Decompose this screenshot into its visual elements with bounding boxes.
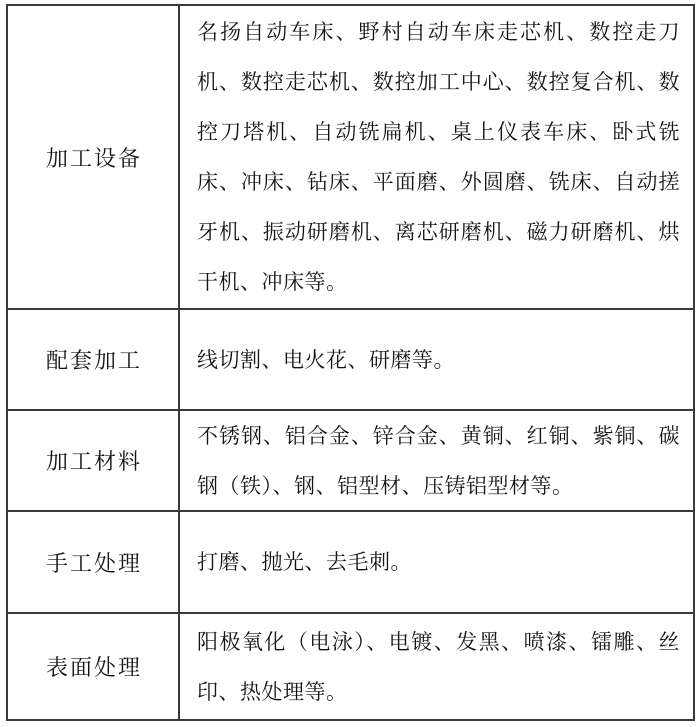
row-content-text: 阳极氧化（电泳）、电镀、发黑、喷漆、镭雕、丝印、热处理等。 bbox=[197, 629, 680, 704]
machining-capability-table bbox=[6, 4, 695, 721]
row-content-cell bbox=[180, 614, 693, 719]
row-label: 手工处理 bbox=[8, 512, 180, 612]
row-content-cell bbox=[180, 411, 693, 510]
table-row-supporting-processing bbox=[8, 310, 693, 411]
row-content-text: 打磨、抛光、去毛刺。 bbox=[197, 550, 412, 574]
table-row-processing-equipment bbox=[8, 6, 693, 310]
row-label: 加工材料 bbox=[8, 411, 180, 510]
table-row-manual-processing bbox=[8, 512, 693, 614]
row-content-cell bbox=[180, 512, 693, 612]
table-row-surface-treatment bbox=[8, 614, 693, 719]
row-content-text: 线切割、电火花、研磨等。 bbox=[197, 347, 455, 372]
row-content-cell bbox=[180, 6, 693, 308]
row-label: 表面处理 bbox=[8, 614, 180, 719]
row-content-text: 不锈钢、铝合金、锌合金、黄铜、红铜、紫铜、碳钢（铁）、钢、铝型材、压铸铝型材等。 bbox=[197, 423, 680, 498]
row-content-text: 名扬自动车床、野村自动车床走芯机、数控走刀机、数控走芯机、数控加工中心、数控复合机、数控刀塔机、自动铣扁机、桌上仪表车床、卧式铣床、冲床、钻床、平面磨、外圆磨、铣床、自动搓牙机、振动研磨机、离芯研磨机、磁力研磨机、烘干机、冲床等。 bbox=[197, 20, 680, 294]
row-content-cell bbox=[180, 310, 693, 409]
row-label: 配套加工 bbox=[8, 310, 180, 409]
row-label: 加工设备 bbox=[8, 6, 180, 308]
table-row-processing-materials bbox=[8, 411, 693, 512]
